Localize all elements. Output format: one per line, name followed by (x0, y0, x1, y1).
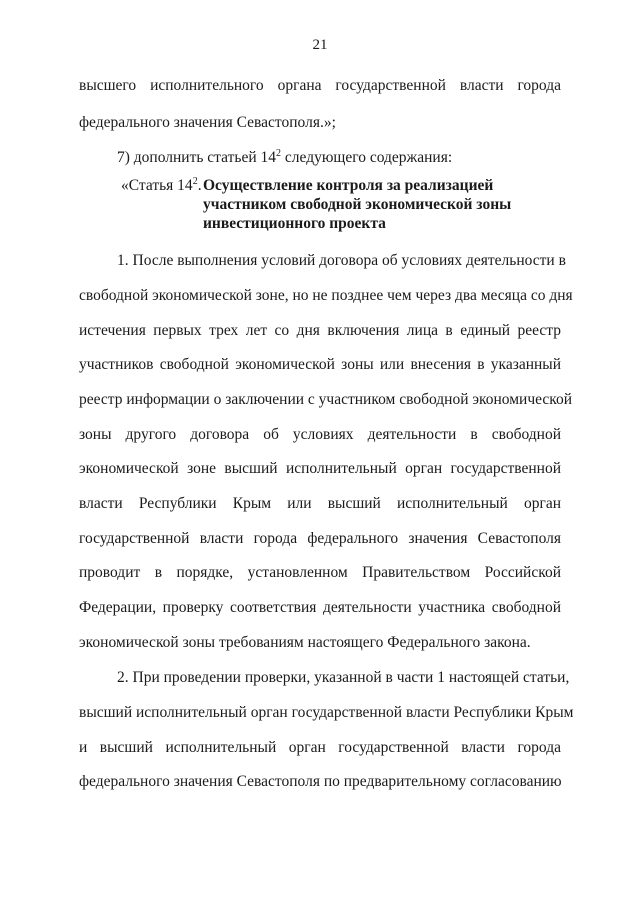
paragraph-1-line: власти Республики Крым или высший исполнительный орган (79, 495, 561, 512)
item-7-tail: следующего содержания: (281, 149, 453, 166)
paragraph-2-line: федерального значения Севастополя по предварительному согласованию (79, 773, 562, 790)
paragraph-1-line: участников свободной экономической зоны или внесения в указанный (79, 356, 561, 373)
article-title-line: участником свободной экономической зоны (203, 196, 512, 213)
article-prefix-tail: . (197, 177, 202, 194)
paragraph-2-line: 2. При проведении проверки, указанной в части 1 настоящей статьи, (117, 669, 570, 686)
paragraph-2-line: высший исполнительный орган государственной власти Республики Крым (79, 704, 574, 721)
article-number (121, 176, 202, 195)
paragraph-1-line: истечения первых трех лет со дня включения лица в единый реестр (79, 322, 561, 339)
paragraph-1-line: экономической зоне высший исполнительный орган государственной (79, 460, 561, 477)
article-prefix-sup: 2 (192, 176, 198, 187)
article-title-line: инвестиционного проекта (203, 215, 386, 232)
text-line: высшего исполнительного органа государственной власти города (79, 77, 561, 94)
text-line: федерального значения Севастополя.»; (79, 114, 336, 131)
paragraph-1-line: реестр информации о заключении с участником свободной экономической (79, 391, 573, 408)
item-7-sup: 2 (276, 148, 282, 159)
paragraph-1-line: 1. После выполнения условий договора об условиях деятельности в (117, 252, 566, 269)
paragraph-1-line: свободной экономической зоне, но не позднее чем через два месяца со дня (79, 287, 573, 304)
paragraph-1-line: государственной власти города федерального значения Севастополя (79, 530, 561, 547)
paragraph-1-line: Федерации, проверку соответствия деятельности участника свободной (79, 599, 561, 616)
paragraph-1-line: зоны другого договора об условиях деятельности в свободной (79, 426, 561, 443)
page-number: 21 (312, 37, 328, 53)
paragraph-1-line: экономической зоны требованиям настоящего Федерального закона. (79, 634, 531, 651)
paragraph-1-line: проводит в порядке, установленном Правительством Российской (79, 564, 561, 581)
article-prefix-text: «Статья 14 (121, 177, 193, 194)
article-title-line: Осуществление контроля за реализацией (203, 177, 494, 194)
item-7-text: 7) дополнить статьей 14 (117, 149, 277, 166)
item-7-line (117, 148, 561, 168)
article-title (203, 176, 543, 233)
paragraph-2-line: и высший исполнительный орган государственной власти города (79, 739, 561, 756)
